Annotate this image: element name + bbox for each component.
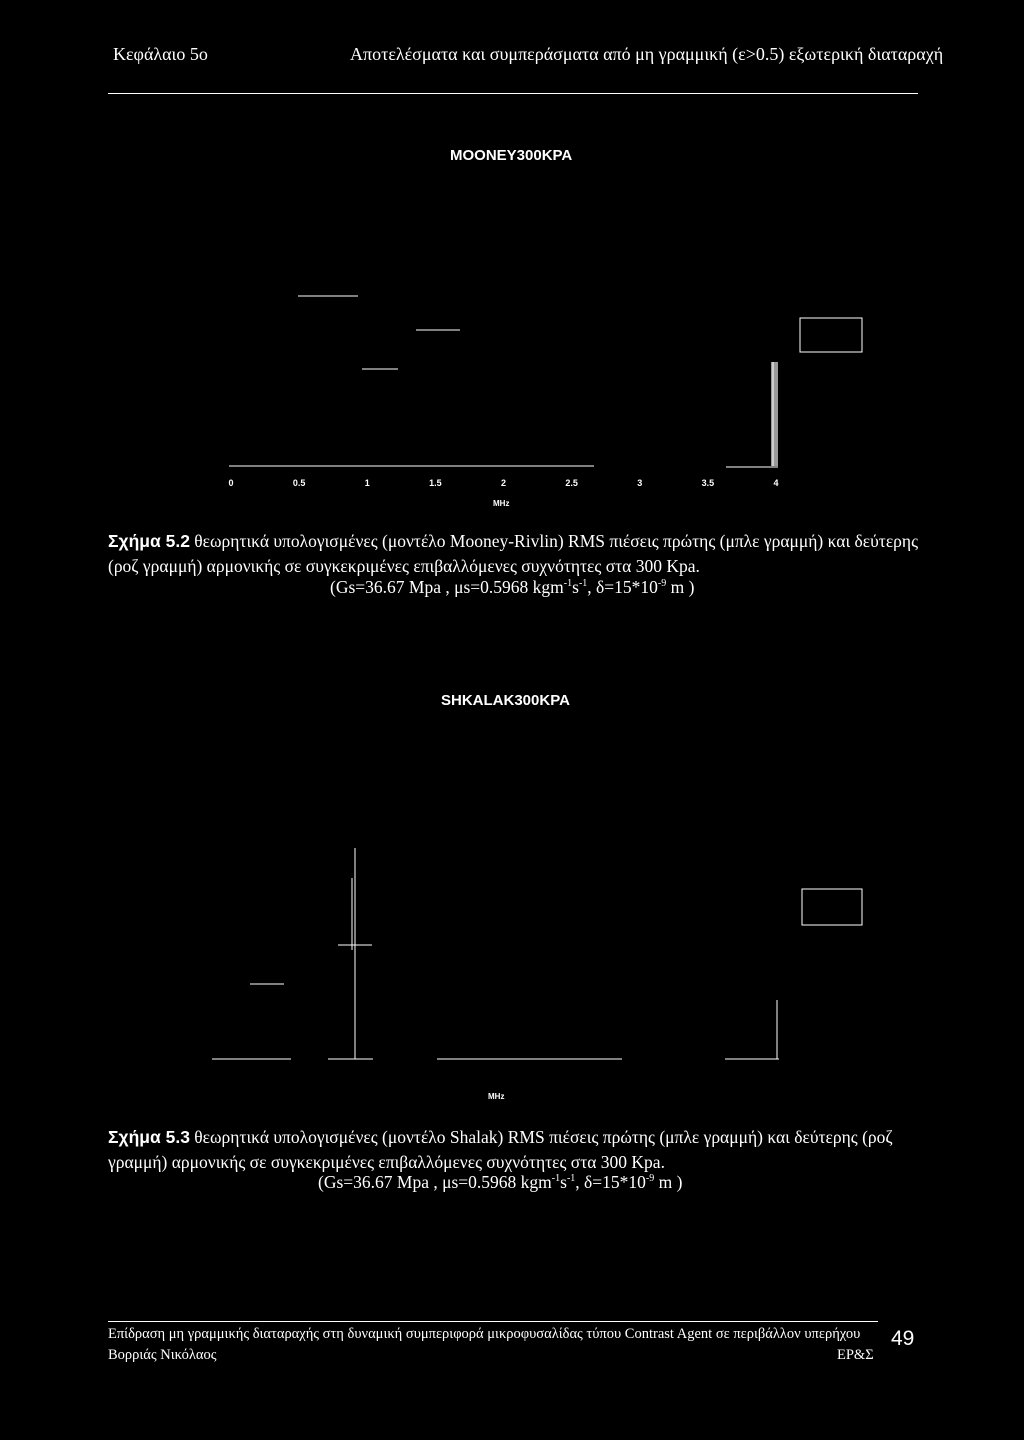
chart-title-shkalak: SHKALAK300KPA (441, 692, 570, 709)
figure-2-caption (108, 1125, 918, 1175)
param-gs: (Gs=36.67 Mpa , (330, 577, 450, 597)
chapter-label: Κεφάλαιο 5ο (113, 44, 208, 64)
footer-rule (108, 1321, 878, 1322)
mooney-x-tick-0: 0 (228, 478, 234, 488)
param-delta-unit: m ) (654, 1172, 683, 1192)
mooney-x-tick-4: 2 (500, 478, 507, 488)
footer-title: Επίδραση μη γραμμικής διαταραχής στη δυναμική συμπεριφορά μικροφυσαλίδας τύπου Contrast Agent σε περιβάλλον υπερήχου (108, 1326, 861, 1342)
footer-author: Βορριάς Νικόλαος (108, 1347, 217, 1363)
param-mu: μs=0.5968 kgm (454, 577, 564, 597)
figure-1-params (330, 577, 694, 598)
param-gs: (Gs=36.67 Mpa , (318, 1172, 438, 1192)
figure-2-label: Σχήμα 5.3 (108, 1127, 190, 1147)
param-delta: , δ=15*10 (575, 1172, 646, 1192)
mooney-peak-band (771, 362, 778, 466)
mooney-x-tick-3: 1.5 (429, 478, 442, 488)
mooney-x-tick-5: 2.5 (565, 478, 578, 488)
figure-2-caption-text: θεωρητικά υπολογισμένες (μοντέλο Shalak) RMS πιέσεις πρώτης (μπλε γραμμή) και δεύτερης (ροζ γραμμή) αρμονικής σε συγκεκριμένες επιβαλλόμενες συχνότητες στα 300 Kpa. (108, 1127, 893, 1172)
param-mu-exp1: -1 (563, 578, 573, 590)
figure-1-caption (108, 529, 918, 579)
mooney-legend-box (800, 318, 862, 352)
footer-dept: ΕΡ&Σ (837, 1347, 874, 1363)
param-mu-exp2: -1 (566, 1173, 576, 1185)
param-delta-exp: -9 (645, 1173, 655, 1185)
param-delta-exp: -9 (657, 578, 667, 590)
param-mu-s: s (572, 577, 579, 597)
param-mu-s: s (560, 1172, 567, 1192)
chart-title-mooney: MOONEY300KPA (450, 147, 573, 164)
mooney-x-tick-7: 3.5 (701, 478, 715, 488)
figure-1-label: Σχήμα 5.2 (108, 531, 190, 551)
figure-1-caption-text: θεωρητικά υπολογισμένες (μοντέλο Mooney-Rivlin) RMS πιέσεις πρώτης (μπλε γραμμή) και δεύτερης (ροζ γραμμή) αρμονικής σε συγκεκριμένες επιβαλλόμενες συχνότητες στα 300 Kpa. (108, 531, 919, 576)
param-delta-unit: m ) (666, 577, 695, 597)
param-mu: μs=0.5968 kgm (442, 1172, 552, 1192)
figure-2-params (318, 1172, 682, 1193)
chart-shkalak (0, 800, 1024, 1100)
shkalak-legend-box (802, 889, 862, 925)
page-number: 49 (891, 1327, 915, 1350)
mooney-x-tick-8: 4 (773, 478, 779, 488)
mooney-x-tick-2: 1 (364, 478, 370, 488)
mooney-x-tick-1: 0.5 (292, 478, 306, 488)
param-mu-exp1: -1 (551, 1173, 561, 1185)
chart-mooney (0, 0, 1024, 520)
param-mu-exp2: -1 (578, 578, 588, 590)
shkalak-x-unit: MHz (488, 1092, 505, 1101)
mooney-x-unit: MHz (493, 499, 510, 508)
mooney-x-tick-6: 3 (637, 478, 643, 488)
param-delta: , δ=15*10 (587, 577, 658, 597)
section-title: Αποτελέσματα και συμπεράσματα από μη γραμμική (ε>0.5) εξωτερική διαταραχή (350, 44, 944, 64)
